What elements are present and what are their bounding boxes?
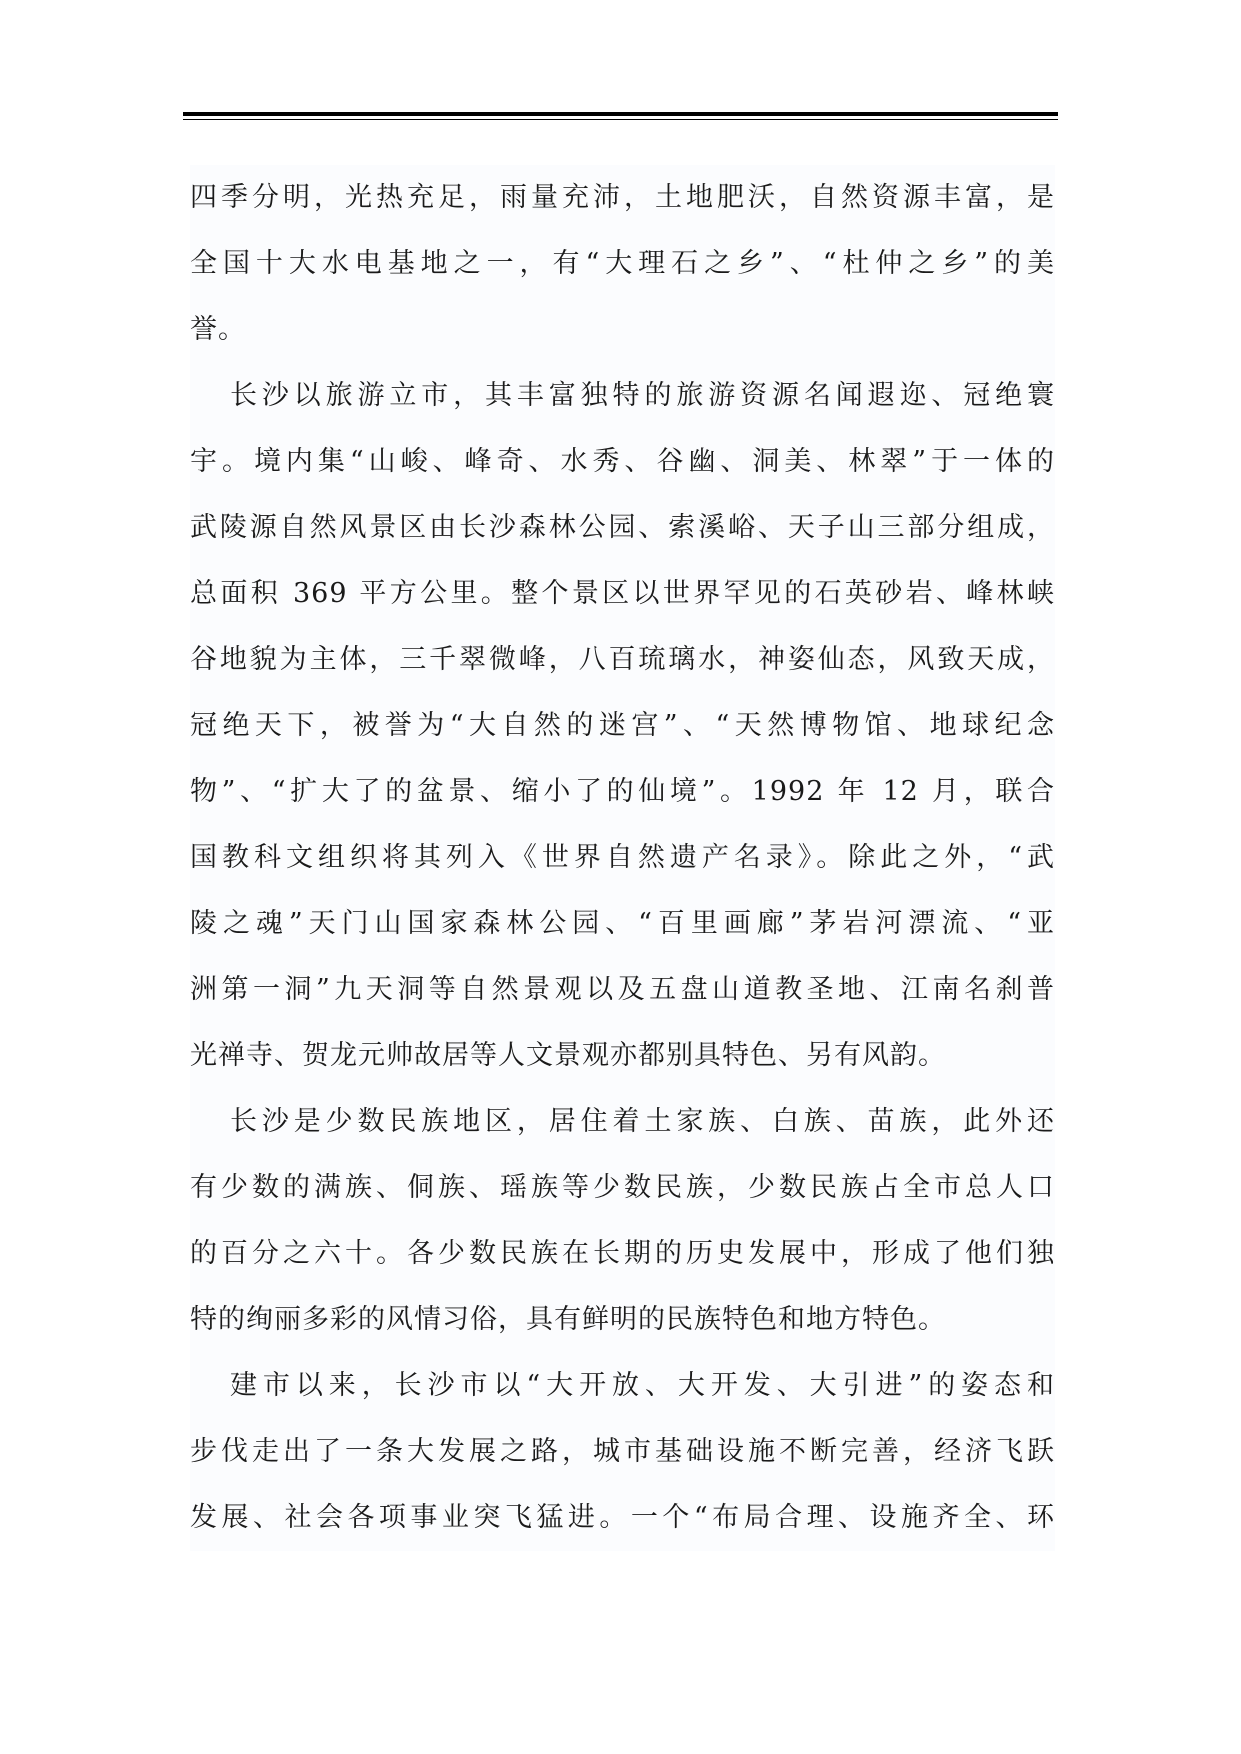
text-line: 步伐走出了一条大发展之路，城市基础设施不断完善，经济飞跃 [190, 1436, 1055, 1467]
text-line: 光禅寺、贺龙元帅故居等人文景观亦都别具特色、另有风韵。 [190, 1040, 946, 1071]
text-line: 誉。 [190, 314, 246, 345]
text-line: 冠绝天下，被誉为“大自然的迷宫”、“天然博物馆、地球纪念 [190, 710, 1055, 741]
text-line: 长沙是少数民族地区，居住着土家族、白族、苗族，此外还 [230, 1106, 1055, 1137]
header-rule-thin [183, 119, 1058, 120]
text-line: 特的绚丽多彩的风情习俗，具有鲜明的民族特色和地方特色。 [190, 1304, 946, 1335]
text-line: 的百分之六十。各少数民族在长期的历史发展中，形成了他们独 [190, 1238, 1055, 1269]
text-line: 物”、“扩大了的盆景、缩小了的仙境”。1992 年 12 月，联合 [190, 776, 1055, 807]
text-line: 四季分明，光热充足，雨量充沛，土地肥沃，自然资源丰富，是 [190, 182, 1055, 213]
text-line: 武陵源自然风景区由长沙森林公园、索溪峪、天子山三部分组成， [190, 512, 1055, 543]
text-line: 全国十大水电基地之一，有“大理石之乡”、“杜仲之乡”的美 [190, 248, 1055, 279]
text-line: 谷地貌为主体，三千翠微峰，八百琉璃水，神姿仙态，风致天成， [190, 644, 1055, 675]
header-rule [183, 112, 1058, 116]
text-line: 总面积 369 平方公里。整个景区以世界罕见的石英砂岩、峰林峡 [190, 578, 1055, 609]
text-line: 长沙以旅游立市，其丰富独特的旅游资源名闻遐迩、冠绝寰 [230, 380, 1055, 411]
text-line: 建市以来，长沙市以“大开放、大开发、大引进”的姿态和 [230, 1370, 1055, 1401]
body-text [190, 165, 1055, 1551]
text-line: 发展、社会各项事业突飞猛进。一个“布局合理、设施齐全、环 [190, 1502, 1055, 1533]
text-line: 宇。境内集“山峻、峰奇、水秀、谷幽、洞美、林翠”于一体的 [190, 446, 1055, 477]
text-line: 陵之魂”天门山国家森林公园、“百里画廊”茅岩河漂流、“亚 [190, 908, 1055, 939]
text-line: 国教科文组织将其列入《世界自然遗产名录》。除此之外，“武 [190, 842, 1055, 873]
text-line: 有少数的满族、侗族、瑶族等少数民族，少数民族占全市总人口 [190, 1172, 1055, 1203]
text-line: 洲第一洞”九天洞等自然景观以及五盘山道教圣地、江南名刹普 [190, 974, 1055, 1005]
